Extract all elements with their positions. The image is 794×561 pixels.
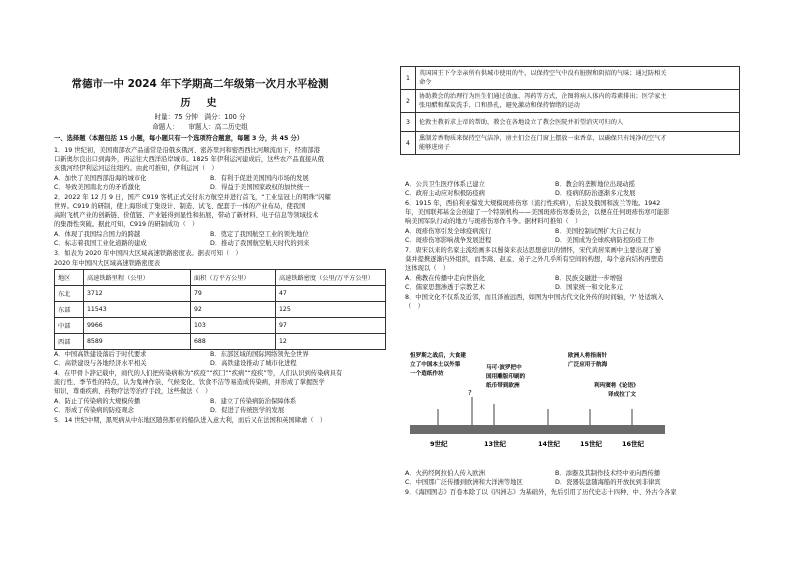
row-number: 4 [401, 132, 416, 155]
question-6-line: 6．1915 年，西伯利亚爆发大规模斑疹伤寒（流行性疾病），后波及俄国和波兰等地。1942 [405, 200, 661, 207]
table-cell: 79 [191, 286, 276, 302]
question-7-line: 这体现以（ ） [405, 265, 450, 272]
row-number: 3 [401, 113, 416, 132]
section-heading: 一、选择题（本题包括 15 小题，每小题只有一个选项符合题意，每题 3 分，共 45 分） [54, 135, 304, 142]
cell-line: 协助教会的治理行为医生们通过放血、泻药等方式，企图将病人体内的毒素排出；医学家主 [419, 93, 667, 100]
option-d: D．疫病的防治逐渐多元发展 [555, 190, 636, 197]
table-cell: 12 [276, 334, 386, 350]
time-score: 时量：75 分钟 满分：100 分 [154, 113, 246, 121]
option-a: A．公共卫生医疗体系已建立 [405, 181, 485, 188]
tick-label: 15世纪 [580, 440, 603, 448]
option-a: A．防止了传染病的大规模传播 [54, 398, 141, 405]
table-cell: 东部 [55, 302, 84, 318]
table-header: 地区 [55, 270, 84, 286]
table-cell: 中部 [55, 318, 84, 334]
option-a: A．体现了我国综合国力的跨越 [54, 231, 141, 238]
table-row [55, 334, 386, 350]
timeline-note: 利玛窦将《论语》 [594, 383, 639, 389]
question-2-line: 的集群性突破。据此可知，C919 的研制成功（ ） [54, 221, 199, 228]
cell-line: 伦敦主教祈求上帝的帮助，教会在各地设立了教会医院并祈望消灾可归的人 [419, 118, 624, 126]
option-c: C．中国那广泛传播到欧洲和大洋洲等地区 [405, 479, 523, 486]
plague-measures-table [400, 66, 740, 155]
timeline-bar [410, 425, 665, 434]
option-c: C．标志着我国工业化道路的建成 [54, 240, 147, 247]
culture-timeline [410, 349, 672, 461]
option-d: D．高铁建设推动了城市化进程 [210, 360, 297, 367]
timeline-note: 立了中国本土以外第 [410, 362, 461, 368]
table-cell: 103 [191, 318, 276, 334]
table-row [401, 90, 740, 113]
option-c: C．高铁建设与各地经济水平相关 [54, 360, 147, 367]
table-title: 2020 年中国四大区域高速铁路密度表 [54, 260, 161, 267]
table-row [401, 113, 740, 132]
question-8-line: （ ） [405, 303, 424, 310]
table-cell [416, 90, 740, 113]
timeline-note: 广泛应用于航海 [568, 362, 608, 368]
question-4-line: 4．在甲骨卜辞记载中，商代的人们把传染病称为“疾疫”“疾囗”“疾病”“疫疾”等，人们认识到传染病具有 [54, 370, 343, 377]
rail-density-table [54, 269, 386, 350]
table-header: 面积（万平方公里） [191, 270, 276, 286]
table-header-row [55, 270, 386, 286]
table-row [401, 67, 740, 90]
option-b: B．添器及其制作技术经中亚向西传播 [555, 470, 661, 477]
option-a: A．佛教在传播中走向世俗化 [405, 275, 485, 282]
table-cell: 3712 [84, 286, 191, 302]
option-c: C．斑疹伤寒影响战争发展进程 [405, 237, 492, 244]
table-cell [416, 132, 740, 155]
question-5: 5．14 世纪中期，黑死病从中东地区随热那亚的船队进入意大利，而后又在法国和英国肆虐（ ） [54, 417, 327, 424]
option-b: B．奠定了我国航空工业的领先地位 [210, 231, 309, 238]
table-cell: 97 [276, 318, 386, 334]
option-c: C．儒家思想渗透于宗教艺术 [405, 284, 485, 291]
option-a: A．火药经阿拉伯人传入欧洲 [405, 470, 485, 477]
timeline-notes [410, 351, 639, 398]
table-cell: 47 [276, 286, 386, 302]
question-9: 9．《海国图志》百卷本除了以《四洲志》为基础外，先后引用了历代史志十四种、中、外古今各家 [405, 489, 677, 496]
question-4-line: 流行性、季节性的特点，认为鬼神作祟、气候变化、饮食不洁等易造成传染病，并形成了掌握医学 [54, 379, 325, 386]
exam-title: 常德市一中 2024 年下学期高二年级第一次月水平检测 [71, 78, 329, 90]
timeline-note: 怛罗斯之战后，大食建 [410, 353, 466, 359]
question-6-line: 响美国军队行动的地方与斑疹伤寒作斗争。据材料可推知（ ） [405, 218, 582, 225]
timeline-note: 马可·波罗把中 [486, 365, 522, 371]
authors: 命题人： 审题人：高二历史组 [152, 123, 248, 131]
table-row [55, 302, 386, 318]
question-1-line: 口新奥尔良出口到海外，再运往大西洋沿岸城市。1825 年伊利运河建成后，这些农产品直接从俄 [54, 156, 324, 163]
table-header: 高速铁路密度（公里/万平方公里） [276, 270, 386, 286]
table-row [55, 318, 386, 334]
option-b: B．建立了传染病防治保障体系 [210, 398, 297, 405]
subject-title: 历 史 [180, 98, 220, 109]
question-mark: ? [468, 389, 472, 397]
table-cell: 688 [191, 334, 276, 350]
question-1-line: 亥俄河经伊利运河运往纽约。由此可推知，伊利运河（ ） [54, 165, 218, 172]
question-4-line: 知识，尊重疾病、药物疗法等治疗手段，这些做法（ ） [54, 388, 212, 395]
table-cell: 92 [191, 302, 276, 318]
cell-line: 能够进房子 [419, 144, 450, 151]
row-number: 2 [401, 90, 416, 113]
option-d: D．瓷器装盘随海船的开放抗到非律宾 [555, 479, 661, 486]
table-cell: 东北 [55, 286, 84, 302]
table-row [55, 286, 386, 302]
option-d: D．促进了传统医学的发展 [210, 407, 285, 414]
question-1-line: 1．19 世纪初，美国南部农产品通常是沿俄亥俄河、密苏里河和密西西比河顺流而下，经南部港 [54, 147, 320, 154]
option-c: C．政府主动应对积极防疫病 [405, 190, 485, 197]
option-a: A．加快了美国西部沿海的城市化 [54, 175, 147, 182]
question-2-line: 世界。C919 的研制，使上海形成了集设计、制造、试飞、配套于一体的产业布局，使我国 [54, 203, 306, 210]
timeline-svg [410, 349, 672, 461]
table-cell [416, 67, 740, 90]
question-2-line: 2．2022 年 12 月 9 日，国产 C919 客机正式交付东方航空并进行首飞，“工业皇冠上的明珠”闪耀 [54, 194, 331, 201]
option-c: C．导致美国南北方的矛盾激化 [54, 184, 141, 191]
timeline-note: 译成拉丁文 [608, 392, 636, 398]
table-cell: 8589 [84, 334, 191, 350]
table-cell: 11543 [84, 302, 191, 318]
cell-line: 英国国王下令幸亲所有供城市使用的牛，以保持空气中没有脏腥和阴招的气味；通过防相关 [419, 70, 667, 77]
tick-label: 16世纪 [622, 440, 645, 448]
table-cell: 9966 [84, 318, 191, 334]
option-d: D．得益于美国国家政权的加快统一 [210, 184, 310, 191]
cell-line: 命令 [419, 79, 432, 86]
tick-label: 13世纪 [484, 440, 507, 448]
timeline-note: 国用雕版印刷的 [486, 374, 526, 380]
option-a: A．斑疹伤寒引发全球疫病流行 [405, 228, 492, 235]
cell-line: 张用醋和煤炭洗手、口和鼻孔，避免激动和保持情绪的运动 [419, 102, 580, 109]
option-b: B．民族交融进一步增强 [555, 275, 623, 282]
cell-line: 熏制芳香物质来保持空气洁净，房主们会在门窗上摆放一束香草，以确保只有纯净的空气才 [419, 135, 667, 142]
tick-label: 14世纪 [538, 440, 561, 448]
row-number: 1 [401, 67, 416, 90]
option-d: D．推动了我国航空航天时代的到来 [210, 240, 310, 247]
table-cell: 西部 [55, 334, 84, 350]
option-b: B．教会的垄断地位出现动摇 [555, 181, 635, 188]
question-2-line: 高附飞机产业的创新链、价值链、产业链得到显性和拓展，带动了新材料、电子信息等领域技术 [54, 212, 319, 219]
option-d: D．美国成为全球疾病防控防疫工作 [555, 237, 655, 244]
option-c: C．形成了传染病的防疫观念 [54, 407, 134, 414]
timeline-note: 欧洲人将指南针 [568, 353, 608, 359]
option-b: B．美国控制试图扩大自己权力 [555, 228, 642, 235]
option-b: B．东部区域的国际网络领先全世界 [210, 351, 309, 358]
table-row [401, 132, 740, 155]
table-header: 高速铁路里程（公里） [84, 270, 191, 286]
timeline-note: 一个造纸作坊 [410, 371, 444, 377]
table-cell [416, 113, 740, 132]
question-7-line: 7．唐宋以来的名家主流绘画多以蜀葵来表达思想意识的情怀，宋代黄居寀画中主要出现了蜀 [405, 247, 661, 254]
tick-label: 9世纪 [430, 440, 448, 448]
question-8-line: 8．中国文化不仅系及近邻，而且泽被远西，如图为中国古代文化外传的时间轴，'?' 处适填入 [405, 294, 664, 301]
question-3: 3．如表为 2020 年中国四大区域高速铁路密度表。据表可知（ ） [54, 250, 242, 257]
timeline-note: 纸币带到欧洲 [486, 383, 520, 389]
option-a: A．中国高铁建设落后于时代要求 [54, 351, 147, 358]
option-b: B．有利于促进美国国内市场的发展 [210, 175, 309, 182]
question-7-line: 葵并提携逐渐内外组织，而李嵩、赵孟、弟子之外几乎所有空间的构想，每个意向结构再塑造 [405, 256, 664, 263]
question-6-line: 年，美国联邦基金会创建了一个特别机构——美国斑疹伤寒委员会，以便在任何斑疹伤寒可能影 [405, 209, 670, 216]
option-d: D．国家统一和文化多元 [555, 284, 623, 291]
table-cell: 125 [276, 302, 386, 318]
